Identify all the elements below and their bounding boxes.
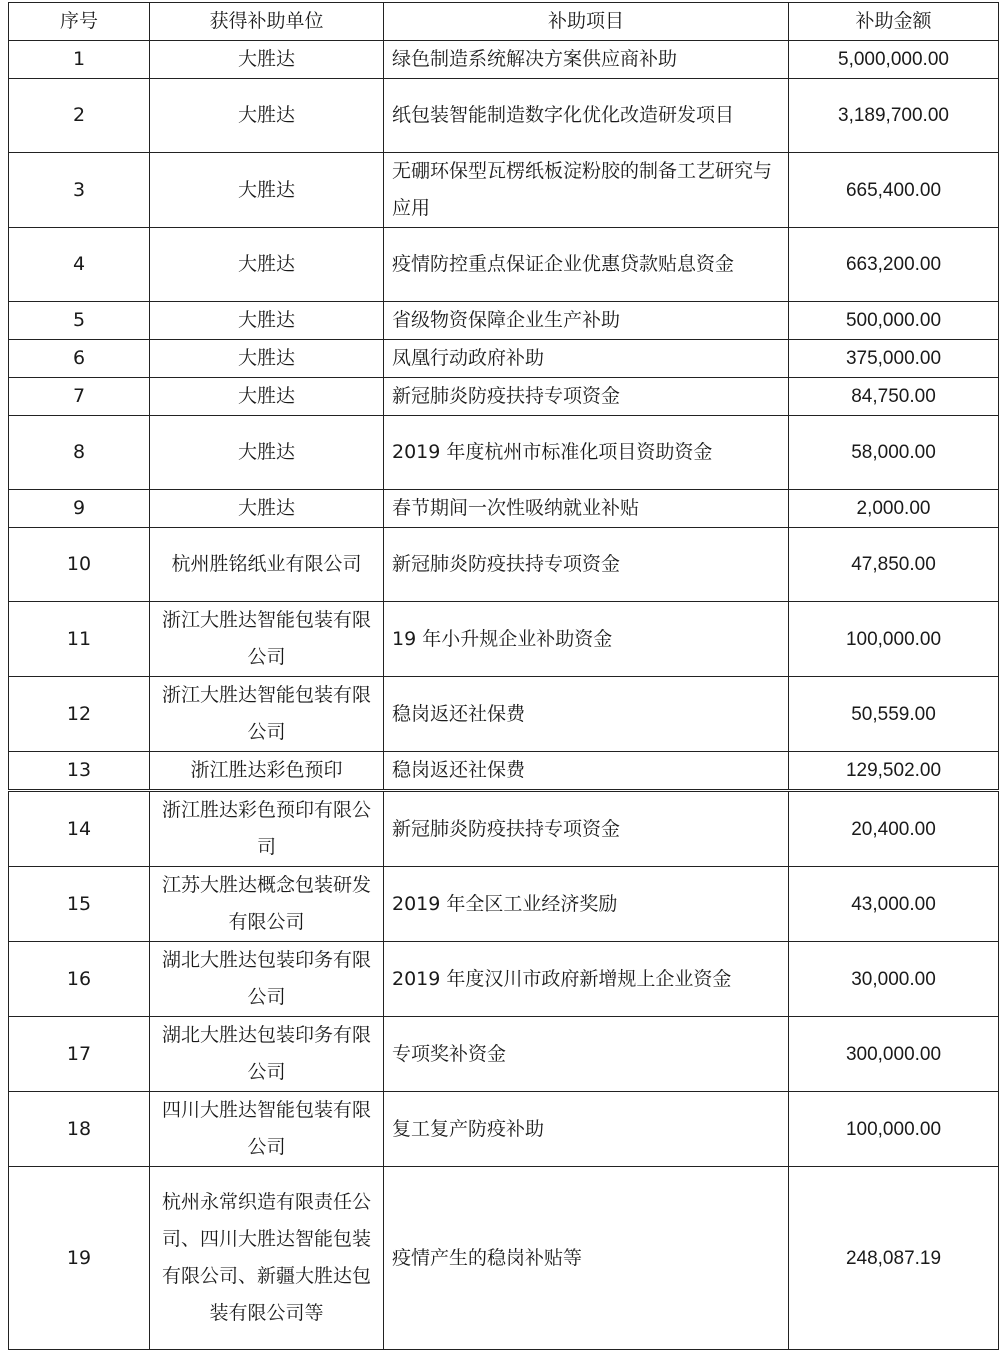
row-project: 19 年小升规企业补助资金 — [384, 602, 789, 677]
row-no: 8 — [9, 416, 150, 490]
row-no: 16 — [9, 942, 150, 1017]
row-no: 3 — [9, 153, 150, 228]
row-amount: 2,000.00 — [789, 490, 999, 528]
header-amount: 补助金额 — [789, 3, 999, 41]
table-row — [9, 1092, 999, 1167]
table-row — [9, 79, 999, 153]
table-row — [9, 867, 999, 942]
row-amount: 47,850.00 — [789, 528, 999, 602]
row-unit: 大胜达 — [150, 340, 384, 378]
table-row — [9, 1167, 999, 1350]
row-project: 新冠肺炎防疫扶持专项资金 — [384, 378, 789, 416]
row-amount: 248,087.19 — [789, 1167, 999, 1350]
row-unit: 江苏大胜达概念包装研发有限公司 — [150, 867, 384, 942]
table-body — [9, 41, 999, 1350]
row-unit: 四川大胜达智能包装有限公司 — [150, 1092, 384, 1167]
grant-table — [8, 2, 999, 1350]
table-row — [9, 41, 999, 79]
row-project: 2019 年全区工业经济奖励 — [384, 867, 789, 942]
row-no: 11 — [9, 602, 150, 677]
row-no: 9 — [9, 490, 150, 528]
row-no: 12 — [9, 677, 150, 752]
header-unit: 获得补助单位 — [150, 3, 384, 41]
row-no: 6 — [9, 340, 150, 378]
row-unit: 浙江胜达彩色预印有限公司 — [150, 791, 384, 867]
row-amount: 663,200.00 — [789, 228, 999, 302]
row-no: 19 — [9, 1167, 150, 1350]
row-unit: 大胜达 — [150, 79, 384, 153]
row-no: 13 — [9, 752, 150, 791]
row-amount: 50,559.00 — [789, 677, 999, 752]
table-row — [9, 942, 999, 1017]
header-project: 补助项目 — [384, 3, 789, 41]
row-amount: 58,000.00 — [789, 416, 999, 490]
row-project: 绿色制造系统解决方案供应商补助 — [384, 41, 789, 79]
row-project: 稳岗返还社保费 — [384, 677, 789, 752]
row-unit: 大胜达 — [150, 302, 384, 340]
row-project: 凤凰行动政府补助 — [384, 340, 789, 378]
table-row — [9, 602, 999, 677]
row-amount: 300,000.00 — [789, 1017, 999, 1092]
row-amount: 500,000.00 — [789, 302, 999, 340]
row-unit: 大胜达 — [150, 490, 384, 528]
row-no: 15 — [9, 867, 150, 942]
row-no: 4 — [9, 228, 150, 302]
table-row — [9, 302, 999, 340]
table-row — [9, 340, 999, 378]
row-project: 春节期间一次性吸纳就业补贴 — [384, 490, 789, 528]
table-row — [9, 228, 999, 302]
row-unit: 浙江大胜达智能包装有限公司 — [150, 602, 384, 677]
header-no: 序号 — [9, 3, 150, 41]
table-row — [9, 791, 999, 867]
row-amount: 84,750.00 — [789, 378, 999, 416]
row-unit: 浙江大胜达智能包装有限公司 — [150, 677, 384, 752]
row-no: 14 — [9, 791, 150, 867]
row-amount: 5,000,000.00 — [789, 41, 999, 79]
table-row — [9, 677, 999, 752]
row-project: 纸包装智能制造数字化优化改造研发项目 — [384, 79, 789, 153]
table-row — [9, 490, 999, 528]
row-unit: 杭州胜铭纸业有限公司 — [150, 528, 384, 602]
table-row — [9, 528, 999, 602]
row-amount: 375,000.00 — [789, 340, 999, 378]
row-unit: 浙江胜达彩色预印 — [150, 752, 384, 791]
row-amount: 129,502.00 — [789, 752, 999, 791]
header-row — [9, 3, 999, 41]
row-project: 无硼环保型瓦楞纸板淀粉胶的制备工艺研究与应用 — [384, 153, 789, 228]
row-project: 疫情产生的稳岗补贴等 — [384, 1167, 789, 1350]
row-amount: 30,000.00 — [789, 942, 999, 1017]
row-no: 5 — [9, 302, 150, 340]
table-row — [9, 1017, 999, 1092]
row-amount: 3,189,700.00 — [789, 79, 999, 153]
row-amount: 100,000.00 — [789, 602, 999, 677]
table-row — [9, 416, 999, 490]
table-row — [9, 752, 999, 791]
row-project: 复工复产防疫补助 — [384, 1092, 789, 1167]
row-no: 1 — [9, 41, 150, 79]
row-no: 17 — [9, 1017, 150, 1092]
row-unit: 杭州永常织造有限责任公司、四川大胜达智能包装有限公司、新疆大胜达包装有限公司等 — [150, 1167, 384, 1350]
table-row — [9, 153, 999, 228]
row-unit: 湖北大胜达包装印务有限公司 — [150, 1017, 384, 1092]
row-unit: 大胜达 — [150, 416, 384, 490]
row-project: 新冠肺炎防疫扶持专项资金 — [384, 528, 789, 602]
row-unit: 大胜达 — [150, 41, 384, 79]
row-no: 18 — [9, 1092, 150, 1167]
row-project: 稳岗返还社保费 — [384, 752, 789, 791]
row-amount: 100,000.00 — [789, 1092, 999, 1167]
row-project: 疫情防控重点保证企业优惠贷款贴息资金 — [384, 228, 789, 302]
row-amount: 20,400.00 — [789, 791, 999, 867]
row-project: 省级物资保障企业生产补助 — [384, 302, 789, 340]
row-unit: 大胜达 — [150, 228, 384, 302]
row-project: 新冠肺炎防疫扶持专项资金 — [384, 791, 789, 867]
row-amount: 43,000.00 — [789, 867, 999, 942]
row-amount: 665,400.00 — [789, 153, 999, 228]
row-no: 2 — [9, 79, 150, 153]
row-project: 专项奖补资金 — [384, 1017, 789, 1092]
row-project: 2019 年度杭州市标准化项目资助资金 — [384, 416, 789, 490]
row-project: 2019 年度汉川市政府新增规上企业资金 — [384, 942, 789, 1017]
row-no: 10 — [9, 528, 150, 602]
table-row — [9, 378, 999, 416]
row-unit: 大胜达 — [150, 378, 384, 416]
row-unit: 湖北大胜达包装印务有限公司 — [150, 942, 384, 1017]
row-unit: 大胜达 — [150, 153, 384, 228]
row-no: 7 — [9, 378, 150, 416]
